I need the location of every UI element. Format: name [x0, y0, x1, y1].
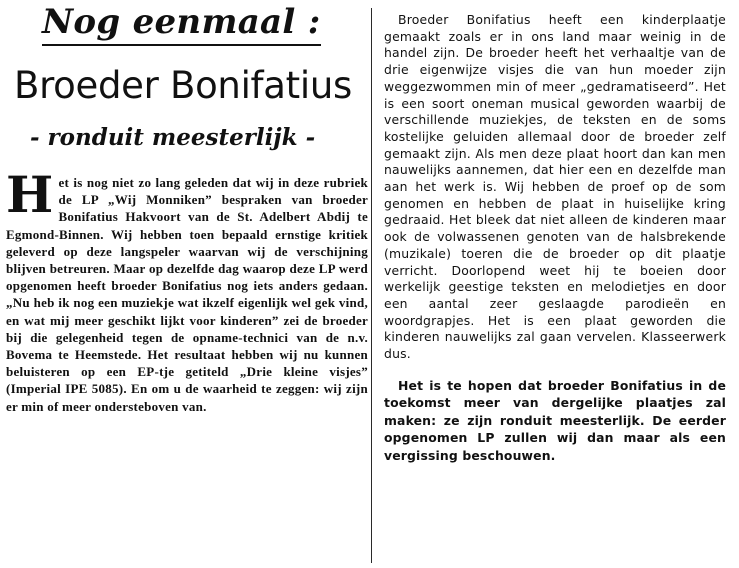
drop-cap: H [6, 165, 54, 224]
article-headline: Broeder Bonifatius [14, 64, 352, 107]
closing-paragraph: Het is te hopen dat broeder Bonifatius in de toekomst meer van dergelijke plaatjes zal maken: ze zijn ronduit meesterlijk. De eerder opgenomen LP zullen wij dan maar als een vergissing beschouwen. [384, 377, 726, 463]
article-subhead: - ronduit meesterlijk - [30, 124, 316, 151]
column-divider [371, 8, 372, 563]
article-kicker: Nog eenmaal : [42, 2, 321, 46]
lead-text: et is nog niet zo lang geleden dat wij in deze rubriek de LP „Wij Monniken” bespraken van broeder Bonifatius Hakvoort van de St. Adelbert Abdij te Egmond-Binnen. Wij hebben toen bepaald ernstige kritiek geleverd op deze langspeler waarvan wij de verschijning blijven betreuren. Maar op dezelfde dag waarop deze LP werd opgenomen heeft broeder Bonifatius nog iets anders gedaan. „Nu heb ik nog een muziekje wat ikzelf eigenlijk wel gek vind, en wat mij meer geschikt lijkt voor kinderen” zei de broeder bij die gelegenheid tegen de opname-technici van de n.v. Bovema te Heemstede. Het resultaat hebben wij nu kunnen beluisteren op een EP-tje getiteld „Drie kleine visjes” (Imperial IPE 5085). En om u de waarheid te zeggen: wij zijn er min of meer ondersteboven van. [6, 175, 368, 414]
lead-paragraph [6, 165, 368, 415]
body-paragraph: Broeder Bonifatius heeft een kinderplaatje gemaakt zoals er in ons land maar weinig in de handel zijn. De broeder heeft het verhaaltje van de drie eigenwijze visjes die van hun moeder zijn weggezwommen min of meer „gedramatiseerd”. Het is een soort oneman musical geworden waarbij de verschillende muziekjes, de teksten en de soms kostelijke geluiden allemaal door de broeder zelf gemaakt zijn. Als men deze plaat hoort dan kan men nauwelijks aannemen, dat hier een en dezelfde man aan het werk is. Wij hebben de proef op de som genomen en hebben de plaat in huiselijke kring gedraaid. Het bleek dat niet alleen de kinderen maar ook de volwassenen genoten van de halsbrekende (muzikale) toeren die de broeder op dit plaatje verricht. Doorlopend weet hij te boeien door werkelijk geestige teksten en melodietjes en door een aantal zeer geslaagde parodieën en woordgrapjes. Het is een plaat geworden die kinderen nauwelijks zal gaan vervelen. Klasseerwerk dus. [384, 12, 726, 362]
right-column [384, 12, 726, 464]
left-column [6, 0, 368, 568]
